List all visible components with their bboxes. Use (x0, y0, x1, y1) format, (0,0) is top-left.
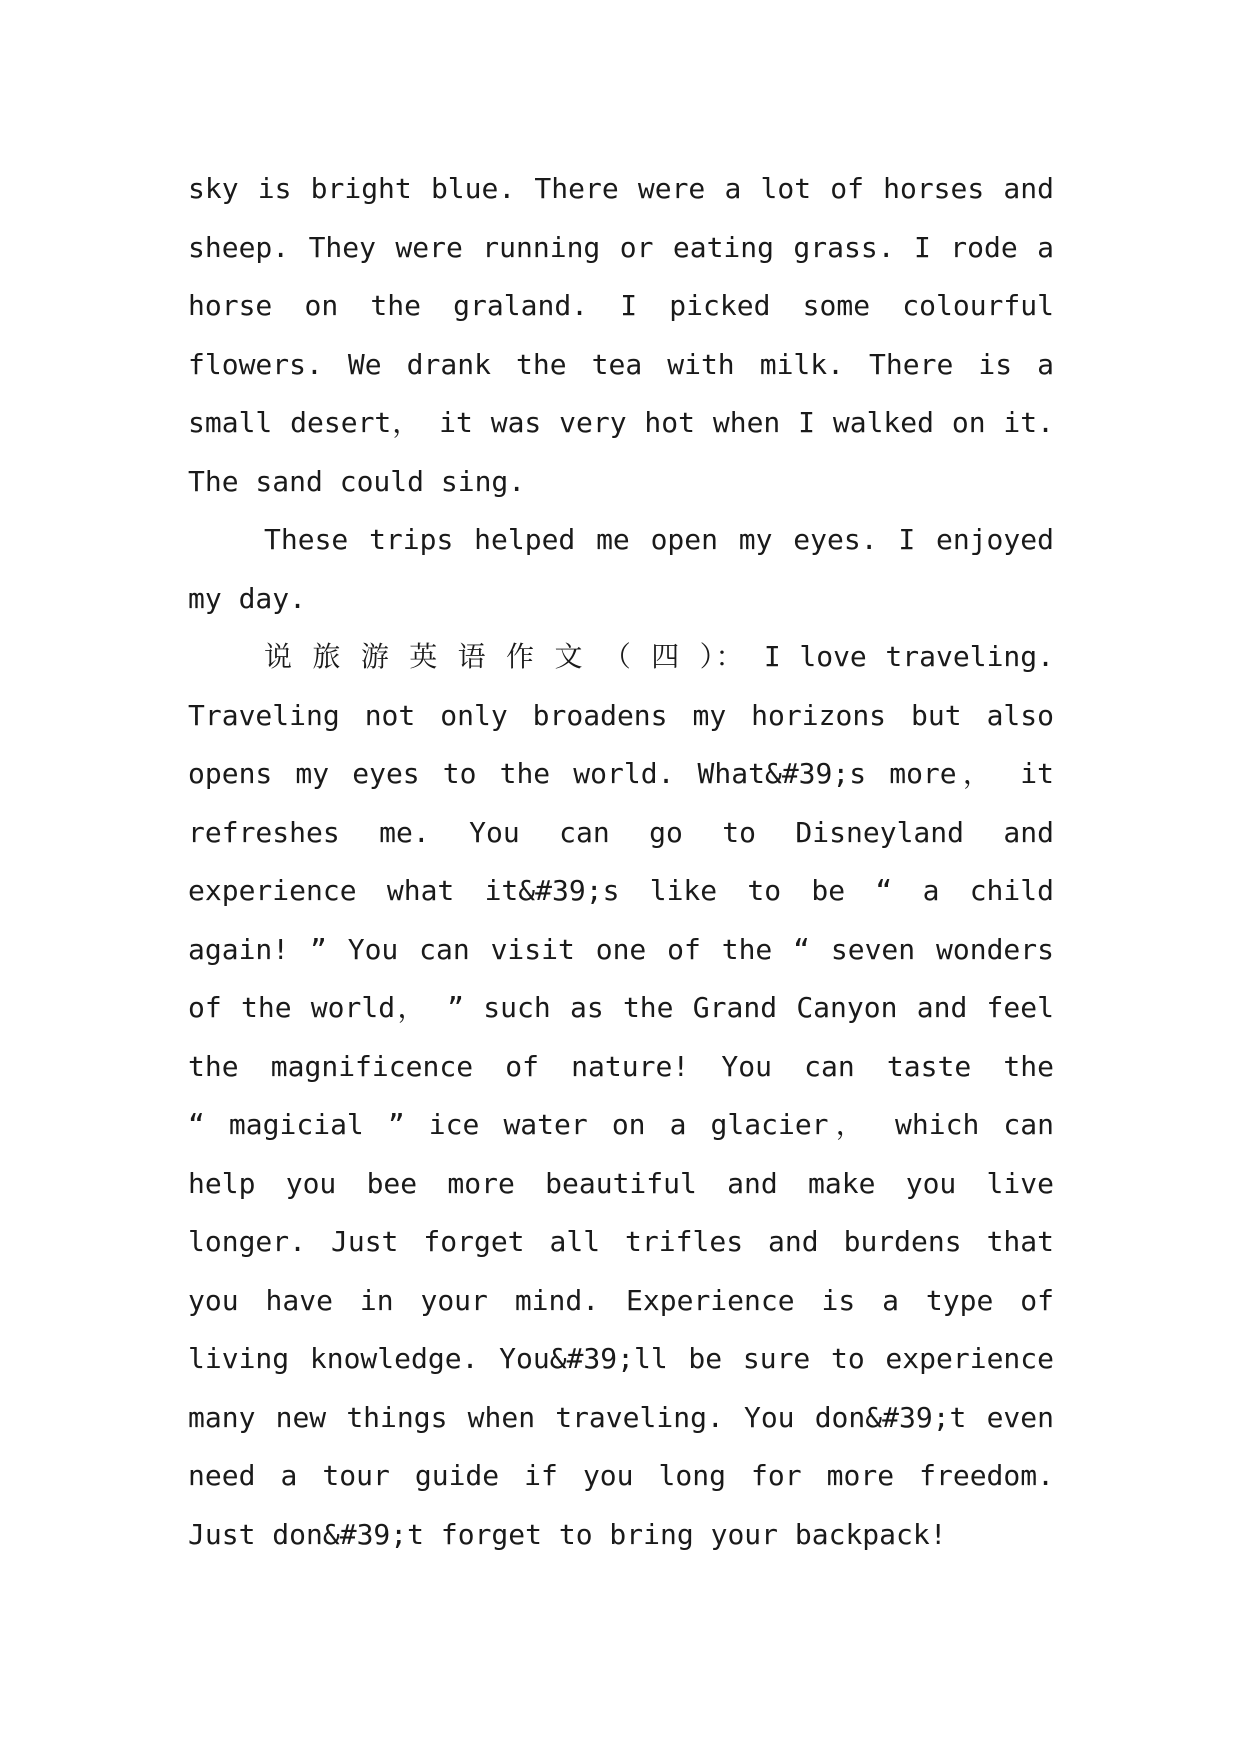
text-line: sheep. They were running or eating grass. I rode a (188, 230, 1054, 264)
text-line: “ magicial ” ice water on a glacier， which can (188, 1108, 1054, 1141)
paragraph-essay-four (188, 628, 1054, 1564)
text-line: need a tour guide if you long for more freedom. (188, 1459, 1054, 1492)
text-line: longer. Just forget all trifles and burdens that (188, 1225, 1054, 1258)
text-line: you have in your mind. Experience is a type of (188, 1283, 1054, 1317)
text-line: Just don&#39;t forget to bring your backpack! (188, 1517, 947, 1551)
text-line: living knowledge. You&#39;ll be sure to experience (188, 1342, 1054, 1375)
text-line: opens my eyes to the world. What&#39;s more， it (188, 757, 1054, 790)
text-line: refreshes me. You can go to Disneyland and (188, 815, 1054, 849)
essay-heading-line: 说 旅 游 英 语 作 文 （ 四 ）： I love traveling. (264, 640, 1054, 673)
paragraph-grassland (188, 160, 1054, 511)
text-line: help you bee more beautiful and make you live (188, 1166, 1054, 1200)
document-body (188, 160, 1054, 1564)
text-line: many new things when traveling. You don&#39;t even (188, 1400, 1054, 1434)
text-line: These trips helped me open my eyes. I enjoyed (264, 523, 1054, 556)
text-line: sky is bright blue. There were a lot of horses and (188, 172, 1054, 205)
paragraph-trips (188, 511, 1054, 628)
text-line: the magnificence of nature! You can taste the (188, 1049, 1054, 1083)
text-line: again! ” You can visit one of the “ seven wonders (188, 932, 1054, 966)
text-line: horse on the graland. I picked some colourful (188, 289, 1054, 322)
text-line: Traveling not only broadens my horizons but also (188, 698, 1054, 732)
text-line: experience what it&#39;s like to be “ a child (188, 874, 1054, 907)
text-line: my day. (188, 581, 307, 615)
text-line: flowers. We drank the tea with milk. There is a (188, 347, 1054, 381)
text-line: small desert， it was very hot when I walked on it. (188, 406, 1054, 439)
text-line: The sand could sing. (188, 464, 526, 498)
text-line: of the world， ” such as the Grand Canyon and feel (188, 991, 1054, 1024)
